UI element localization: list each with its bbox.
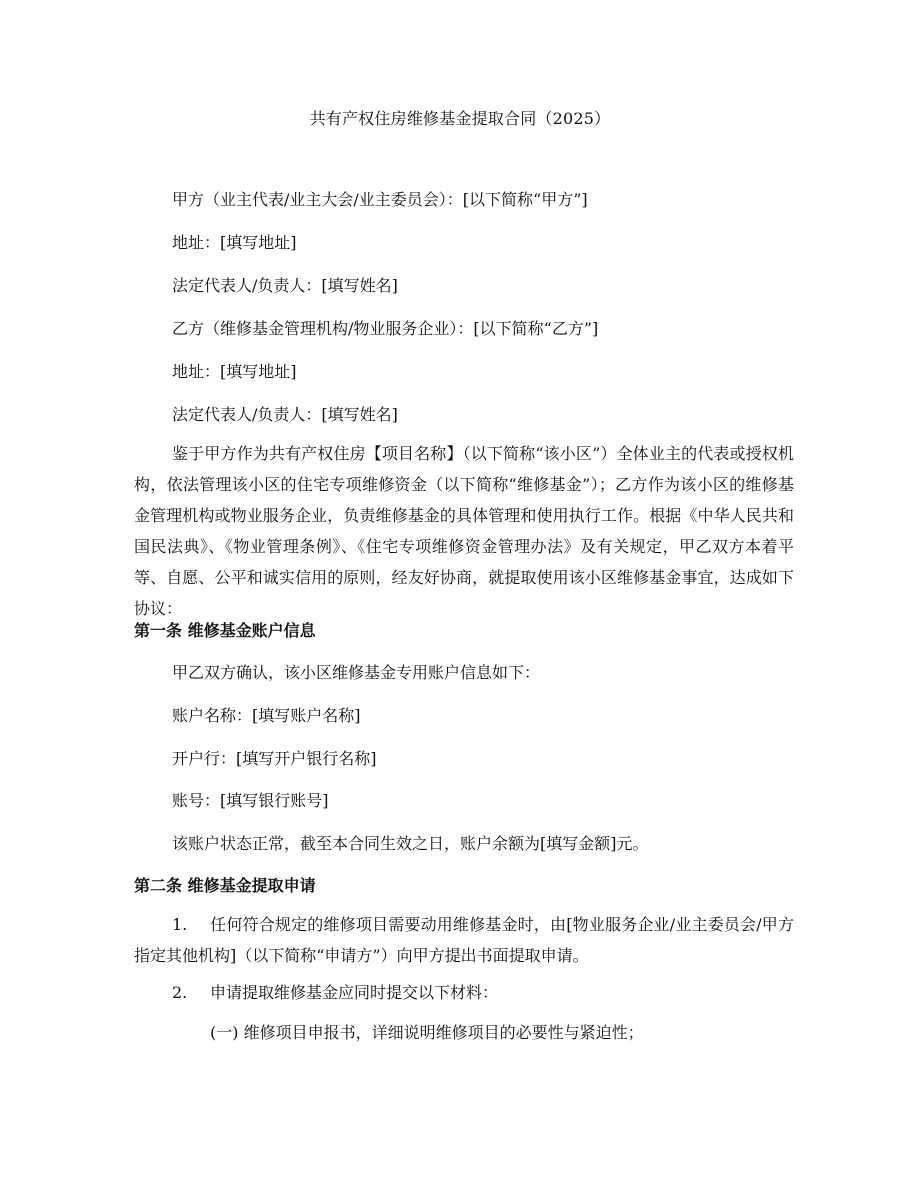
article-1-heading: 第一条 维修基金账户信息 (134, 621, 316, 640)
account-balance-line: 该账户状态正常，截至本合同生效之日，账户余额为[填写金额]元。 (172, 834, 649, 853)
article-2-heading: 第二条 维修基金提取申请 (134, 876, 316, 895)
document-title: 共有产权住房维修基金提取合同（2025） (309, 109, 611, 128)
party-a-address: 地址：[填写地址] (172, 233, 297, 252)
party-b-line: 乙方（维修基金管理机构/物业服务企业）：[以下简称“乙方”] (172, 319, 599, 338)
article-1-intro: 甲乙双方确认，该小区维修基金专用账户信息如下： (172, 663, 541, 682)
party-b-representative: 法定代表人/负责人：[填写姓名] (172, 405, 398, 424)
item-number: 2. (172, 983, 188, 1002)
account-name-line: 账户名称：[填写账户名称] (172, 706, 361, 725)
account-number-line: 账号：[填写银行账号] (172, 791, 329, 810)
party-a-representative: 法定代表人/负责人：[填写姓名] (172, 276, 398, 295)
item-text: 申请提取维修基金应同时提交以下材料： (210, 983, 499, 1002)
preamble-paragraph: 鉴于甲方作为共有产权住房【项目名称】（以下简称“该小区”）全体业主的代表或授权机构，依法管理该小区的住宅专项维修资金（以下简称“维修基金”）；乙方作为该小区的维修基金管理机构或物业服务企业，负责维修基金的具体管理和使用执行工作。根据《中华人民共和国民法典》、《物业管理条例》、《住宅专项维修资金管理办法》及有关规定，甲乙双方本着平等、自愿、公平和诚实信用的原则，经友好协商，就提取使用该小区维修基金事宜，达成如下协议： (134, 444, 794, 618)
item-number: 1. (172, 915, 188, 934)
party-a-line: 甲方（业主代表/业主大会/业主委员会）：[以下简称“甲方”] (172, 190, 588, 209)
bank-line: 开户行：[填写开户银行名称] (172, 749, 377, 768)
item-text: 任何符合规定的维修项目需要动用维修基金时，由[物业服务企业/业主委员会/甲方指定其他机构]（以下简称“申请方”）向甲方提出书面提取申请。 (134, 915, 794, 965)
article-2-subitem-1: (一) 维修项目申报书，详细说明维修项目的必要性与紧迫性； (210, 1023, 644, 1042)
party-b-address: 地址：[填写地址] (172, 362, 297, 381)
article-2-item-2 (134, 977, 794, 1008)
article-2-item-1 (134, 909, 794, 971)
